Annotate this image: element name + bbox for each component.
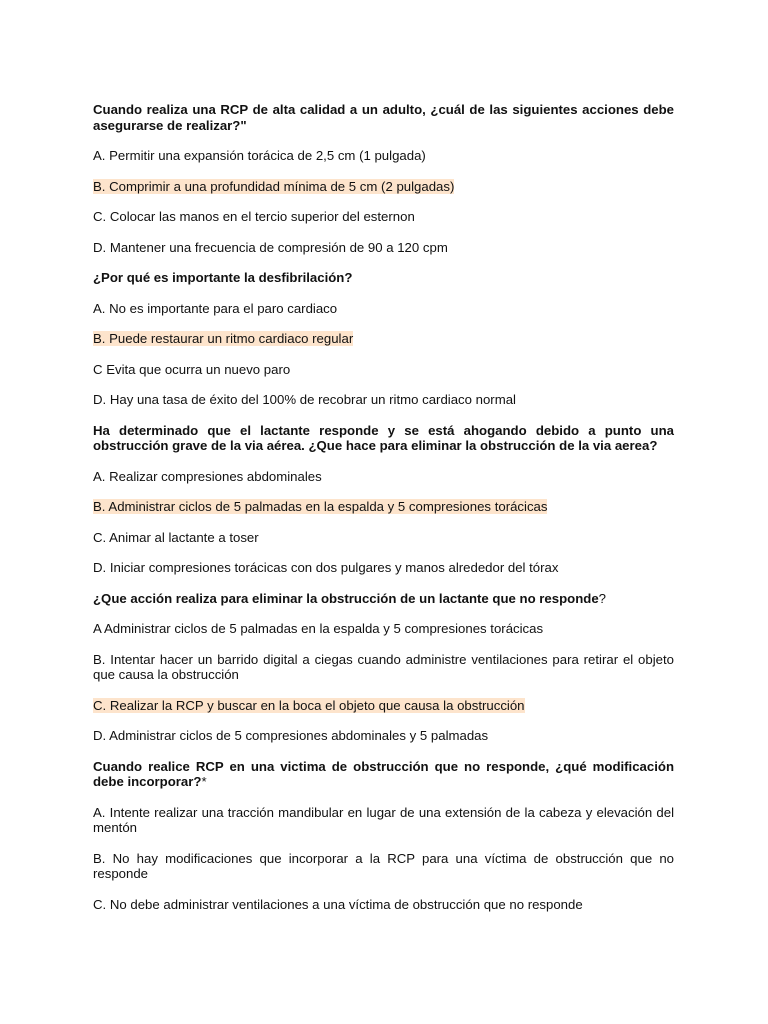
question-2 [93,270,674,286]
answer-option-text: A. No es importante para el paro cardiaco [93,300,338,316]
answer-option [93,897,674,913]
answer-option-text: C. Colocar las manos en el tercio superior del esternon [93,209,415,224]
answer-option-text: C Evita que ocurra un nuevo paro [93,361,291,377]
question-5 [93,759,674,790]
answer-option [93,560,674,576]
question-text: Cuando realiza una RCP de alta calidad a un adulto, ¿cuál de las siguientes acciones debe asegurarse de realizar?" [93,102,674,133]
answer-option-text: D. Iniciar compresiones torácicas con dos pulgares y manos alrededor del tórax [93,560,559,575]
answer-option [93,698,674,714]
answer-option-text: A. Intente realizar una tracción mandibular en lugar de una extensión de la cabeza y elevación del mentón [93,804,674,835]
answer-option-text: C. No debe administrar ventilaciones a una víctima de obstrucción que no responde [93,896,583,912]
answer-option [93,148,674,164]
answer-option-text-highlighted: C. Realizar la RCP y buscar en la boca el objeto que causa la obstrucción [93,697,525,713]
answer-option-text: B. Intentar hacer un barrido digital a ciegas cuando administre ventilaciones para retirar el objeto que causa la obstrucción [93,651,674,682]
answer-option [93,179,674,195]
answer-option-text: A. Permitir una expansión torácica de 2,5 cm (1 pulgada) [93,148,426,163]
answer-option [93,301,674,317]
question-text: Ha determinado que el lactante responde y se está ahogando debido a punto una obstrucción grave de la via aérea. ¿Que hace para eliminar la obstrucción de la via aerea? [93,422,674,453]
question-text: ¿Por qué es importante la desfibrilación? [93,270,353,285]
answer-option-text: D. Administrar ciclos de 5 compresiones abdominales y 5 palmadas [93,728,489,743]
answer-option [93,240,674,256]
answer-option [93,392,674,408]
answer-option-text-highlighted: B. Comprimir a una profundidad mínima de 5 cm (2 pulgadas) [93,178,455,194]
question-suffix: ? [598,590,606,606]
answer-option [93,209,674,225]
quiz-content [93,102,674,927]
answer-option [93,499,674,515]
answer-option [93,362,674,378]
answer-option-text-highlighted: B. Puede restaurar un ritmo cardiaco regular [93,331,354,346]
question-text: Cuando realice RCP en una victima de obstrucción que no responde, ¿qué modificación debe incorporar? [93,758,674,789]
answer-option [93,851,674,882]
answer-option [93,805,674,836]
answer-option-text: A Administrar ciclos de 5 palmadas en la espalda y 5 compresiones torácicas [93,621,544,636]
answer-option-text: D. Mantener una frecuencia de compresión de 90 a 120 cpm [93,239,448,255]
answer-option [93,530,674,546]
answer-option [93,652,674,683]
question-3 [93,423,674,454]
question-1 [93,102,674,133]
question-suffix: * [201,774,207,789]
answer-option-text-highlighted: B. Administrar ciclos de 5 palmadas en la espalda y 5 compresiones torácicas [93,499,548,514]
answer-option-text: D. Hay una tasa de éxito del 100% de recobrar un ritmo cardiaco normal [93,392,516,407]
question-text: ¿Que acción realiza para eliminar la obstrucción de un lactante que no responde [93,590,599,606]
answer-option-text: C. Animar al lactante a toser [93,529,259,545]
answer-option [93,331,674,347]
question-4 [93,591,674,607]
answer-option [93,728,674,744]
answer-option [93,621,674,637]
answer-option-text: B. No hay modificaciones que incorporar a la RCP para una víctima de obstrucción que no responde [93,850,674,881]
answer-option [93,469,674,485]
answer-option-text: A. Realizar compresiones abdominales [93,468,322,484]
